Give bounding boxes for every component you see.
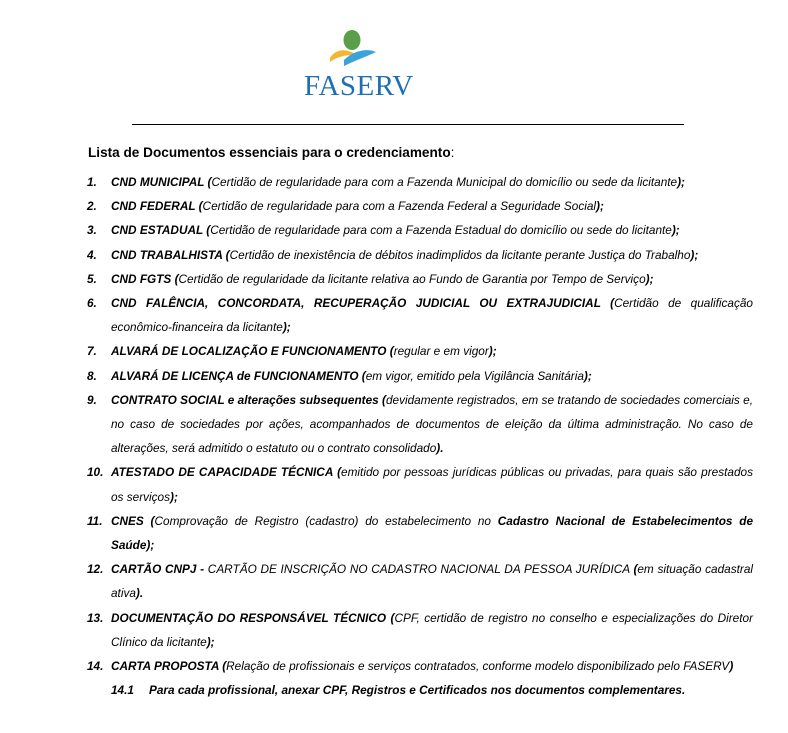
- list-item-number: 7.: [87, 344, 97, 359]
- list-item-description: Certidão de regularidade para com a Fazenda Municipal do domicílio ou sede da licitante: [211, 175, 678, 189]
- list-item-label: );: [677, 175, 685, 189]
- list-item: [87, 194, 753, 218]
- faserv-logo-emblem-icon: [328, 26, 380, 70]
- list-item-number: 10.: [87, 465, 104, 480]
- document-title: [88, 145, 454, 160]
- list-item-description: CARTÃO DE INSCRIÇÃO NO CADASTRO NACIONAL DA PESSOA JURÍDICA: [207, 562, 634, 577]
- list-item: [87, 170, 753, 194]
- list-item-label: CND FEDERAL (: [111, 199, 203, 214]
- list-item: [87, 291, 753, 339]
- list-item-label: CARTÃO CNPJ -: [111, 562, 208, 577]
- list-item-label: ): [729, 659, 734, 674]
- list-item-label: CONTRATO SOCIAL e alterações subsequentes (: [111, 392, 386, 407]
- list-item-label: ).: [135, 586, 144, 601]
- list-item-number: 1.: [87, 175, 97, 189]
- list-item-description: Certidão de regularidade da licitante relativa ao Fundo de Garantia por Tempo de Serviço: [178, 271, 646, 286]
- list-item-description: Certidão de inexistência de débitos inadimplidos da licitante perante Justiça do Trabalho: [229, 247, 691, 262]
- header-divider: [132, 124, 684, 125]
- list-item: [87, 388, 753, 461]
- list-item-number: 3.: [87, 223, 97, 238]
- list-item-description: emitido por pessoas jurídicas públicas ou privadas, para quais são prestados os serviços: [111, 465, 753, 504]
- list-item-description: em vigor, emitido pela Vigilância Sanitária: [365, 368, 584, 383]
- list-item-label: (: [633, 562, 638, 577]
- list-item-description: Certidão de regularidade para com a Fazenda Estadual do domicílio ou sede do licitante: [210, 223, 672, 238]
- list-item-description: Comprovação de Registro (cadastro) do estabelecimento no: [154, 513, 498, 528]
- list-item-number: 5.: [87, 271, 97, 286]
- list-item-description: regular e em vigor: [393, 344, 489, 359]
- list-item-label: CNES (: [111, 513, 155, 528]
- list-item-label: );: [206, 634, 215, 649]
- list-item: [87, 267, 753, 291]
- list-item-description: Certidão de qualificação econômico-financeira da licitante: [111, 296, 753, 335]
- list-item-number: 12.: [87, 562, 104, 577]
- list-item: [87, 218, 753, 242]
- list-item-label: );: [488, 344, 497, 359]
- list-item-label: DOCUMENTAÇÃO DO RESPONSÁVEL TÉCNICO (: [111, 610, 395, 625]
- list-item-label: );: [645, 271, 654, 286]
- list-item: [87, 460, 753, 508]
- list-item-label: CND MUNICIPAL (: [111, 175, 212, 189]
- logo-head-shape: [344, 30, 361, 50]
- list-item-number: 8.: [87, 368, 97, 383]
- list-item-label: CND ESTADUAL (: [111, 223, 211, 238]
- logo-text: FASERV: [304, 70, 414, 102]
- list-item-label: );: [282, 320, 291, 335]
- list-item-number: 2.: [87, 199, 97, 214]
- list-subitem: [87, 678, 753, 702]
- list-item-number: 13.: [87, 610, 104, 625]
- list-subitem-text: Para cada profissional, anexar CPF, Registros e Certificados nos documentos complementares.: [149, 683, 686, 698]
- list-item-label: );: [583, 368, 592, 383]
- list-item-label: ALVARÁ DE LICENÇA de FUNCIONAMENTO (: [111, 368, 366, 383]
- list-item: [87, 339, 753, 363]
- list-item-number: 11.: [87, 513, 103, 528]
- list-item-number: 6.: [87, 296, 97, 311]
- list-item: [87, 243, 753, 267]
- list-subitem-number: 14.1: [111, 683, 134, 698]
- list-item-number: 9.: [87, 392, 97, 407]
- document-title-text: Lista de Documentos essenciais para o credenciamento: [88, 145, 451, 160]
- list-item-description: Relação de profissionais e serviços contratados, conforme modelo disponibilizado pelo FASERV: [226, 659, 730, 674]
- list-item: [87, 509, 753, 557]
- list-item-label: );: [690, 247, 699, 262]
- list-item-label: ATESTADO DE CAPACIDADE TÉCNICA (: [111, 465, 342, 480]
- document-title-colon: :: [450, 145, 455, 160]
- list-item-label: );: [671, 223, 680, 238]
- list-item-label: CND FALÊNCIA, CONCORDATA, RECUPERAÇÃO JUDICIAL OU EXTRAJUDICIAL (: [111, 296, 615, 311]
- list-item-label: CND TRABALHISTA (: [111, 247, 230, 262]
- faserv-logo: [300, 26, 414, 104]
- list-item: [87, 557, 753, 605]
- list-item-label: CND FGTS (: [111, 271, 179, 286]
- list-item-number: 4.: [87, 247, 97, 262]
- list-item: [87, 654, 753, 678]
- list-item-description: devidamente registrados, em se tratando de sociedades comerciais e, no caso de sociedades por ações, acompanhados de documentos de eleição da última administração. No caso de alterações, será admitido o estatuto ou o contrato consolidado: [111, 392, 753, 456]
- list-item-number: 14.: [87, 659, 104, 674]
- list-item-label: CARTA PROPOSTA (: [111, 659, 227, 674]
- list-item: [87, 364, 753, 388]
- list-item-description: CPF, certidão de registro no conselho e especializações do Diretor Clínico da licitante: [111, 610, 753, 649]
- list-item-label: );: [596, 199, 604, 214]
- documents-list: [87, 170, 753, 702]
- list-item-description: Certidão de regularidade para com a Fazenda Federal a Seguridade Social: [202, 199, 597, 214]
- list-item: [87, 606, 753, 654]
- list-item-description: em situação cadastral ativa: [111, 562, 753, 601]
- list-item-label: Cadastro Nacional de Estabelecimentos de Saúde);: [111, 513, 754, 553]
- list-item-label: );: [170, 489, 178, 504]
- list-item-label: ).: [436, 441, 444, 456]
- list-item-label: ALVARÁ DE LOCALIZAÇÃO E FUNCIONAMENTO (: [111, 344, 394, 359]
